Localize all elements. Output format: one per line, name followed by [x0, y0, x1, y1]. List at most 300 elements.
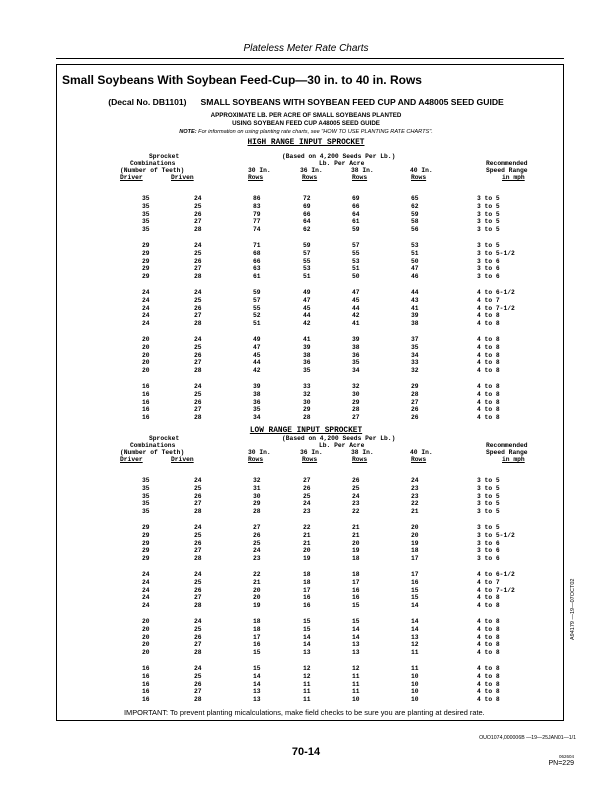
cell-rows-38: 11: [352, 680, 360, 688]
cell-rows-40: 18: [411, 547, 419, 555]
cell-rows-36: 17: [303, 586, 311, 594]
cell-rows-38: 24: [352, 492, 360, 500]
cell-driven: 28: [194, 226, 202, 234]
cell-rows-36: 59: [303, 242, 311, 249]
cell-driver: 16: [142, 390, 150, 398]
cell-rows-40: 35: [411, 343, 419, 351]
cell-rows-38: 38: [352, 343, 360, 351]
cell-rows-30: 47: [253, 343, 261, 351]
cell-driver: 35: [142, 218, 150, 226]
cell-rows-40: 62: [411, 202, 419, 210]
cell-driven: 24: [194, 524, 202, 531]
cell-rows-30: 15: [253, 649, 261, 657]
cell-driver: 16: [142, 696, 150, 704]
cell-driven: 27: [194, 312, 202, 320]
cell-speed-range: 4 to 8: [477, 688, 500, 696]
cell-rows-30: 39: [253, 383, 261, 390]
cell-driver: 35: [142, 226, 150, 234]
cell-rows-36: 21: [303, 531, 311, 539]
cell-rows-36: 15: [303, 618, 311, 625]
cell-rows-30: 79: [253, 210, 261, 218]
cell-rows-38: 61: [352, 218, 360, 226]
page-number: 70-14: [291, 746, 321, 758]
cell-rows-30: 22: [253, 571, 261, 578]
cell-driven: 28: [194, 555, 202, 563]
cell-speed-range: 4 to 8: [477, 390, 500, 398]
cell-rows-40: 14: [411, 618, 419, 625]
cell-rows-38: 25: [352, 484, 360, 492]
cell-rows-40: 10: [411, 688, 419, 696]
cell-speed-range: 3 to 6: [477, 555, 500, 563]
cell-driver: 16: [142, 672, 150, 680]
cell-speed-range: 4 to 8: [477, 680, 500, 688]
cell-driver: 24: [142, 586, 150, 594]
cell-rows-40: 11: [411, 649, 419, 657]
header-driver: Driver: [120, 456, 143, 463]
cell-rows-40: 14: [411, 625, 419, 633]
cell-rows-30: 51: [253, 320, 261, 328]
cell-rows-30: 34: [253, 414, 261, 422]
cell-speed-range: 4 to 8: [477, 618, 500, 625]
cell-rows-40: 65: [411, 195, 419, 202]
cell-rows-36: 13: [303, 649, 311, 657]
cell-rows-30: 20: [253, 586, 261, 594]
cell-speed-range: 4 to 8: [477, 312, 500, 320]
cell-rows-38: 53: [352, 257, 360, 265]
header-sprocket: Sprocket: [149, 435, 180, 442]
header-rows-36: Rows: [302, 456, 318, 463]
cell-speed-range: 4 to 8: [477, 343, 500, 351]
cell-rows-40: 53: [411, 242, 419, 249]
cell-rows-38: 34: [352, 367, 360, 375]
cell-speed-range: 4 to 6-1/2: [477, 571, 515, 578]
cell-rows-30: 15: [253, 665, 261, 672]
cell-driven: 28: [194, 649, 202, 657]
document-code: OUO1074,000006B —19—25JAN01—1/1: [479, 735, 576, 741]
cell-driven: 25: [194, 390, 202, 398]
cell-rows-30: 14: [253, 680, 261, 688]
cell-rows-38: 19: [352, 547, 360, 555]
cell-driven: 24: [194, 618, 202, 625]
cell-rows-38: 15: [352, 618, 360, 625]
cell-rows-38: 22: [352, 508, 360, 516]
cell-driven: 27: [194, 218, 202, 226]
header-in-mph: in mph: [502, 174, 525, 181]
decal-subtitle-2: USING SOYBEAN FEED CUP A48005 SEED GUIDE: [232, 120, 380, 127]
cell-driver: 29: [142, 524, 150, 531]
cell-rows-38: 13: [352, 649, 360, 657]
header-lb-per-acre: Lb. Per Acre: [319, 160, 365, 167]
cell-rows-38: 11: [352, 688, 360, 696]
cell-rows-30: 13: [253, 696, 261, 704]
cell-rows-38: 57: [352, 242, 360, 249]
cell-driver: 29: [142, 539, 150, 547]
cell-speed-range: 3 to 5: [477, 477, 500, 484]
cell-rows-36: 27: [303, 477, 311, 484]
cell-rows-36: 23: [303, 508, 311, 516]
cell-driven: 24: [194, 665, 202, 672]
cell-rows-38: 10: [352, 696, 360, 704]
header-driven: Driven: [171, 174, 194, 181]
cell-rows-38: 11: [352, 672, 360, 680]
header-teeth: (Number of Teeth): [120, 167, 185, 174]
cell-rows-30: 74: [253, 226, 261, 234]
cell-rows-30: 42: [253, 367, 261, 375]
cell-rows-36: 41: [303, 336, 311, 343]
cell-driven: 28: [194, 414, 202, 422]
cell-speed-range: 3 to 5: [477, 226, 500, 234]
cell-rows-40: 13: [411, 633, 419, 641]
cell-driver: 35: [142, 195, 150, 202]
cell-speed-range: 3 to 5-1/2: [477, 531, 515, 539]
cell-rows-36: 57: [303, 249, 311, 257]
cell-rows-40: 32: [411, 367, 419, 375]
cell-rows-38: 45: [352, 296, 360, 304]
header-rows-38: Rows: [352, 456, 368, 463]
cell-driver: 29: [142, 531, 150, 539]
cell-rows-38: 21: [352, 524, 360, 531]
cell-rows-40: 33: [411, 359, 419, 367]
cell-driven: 24: [194, 242, 202, 249]
cell-rows-38: 16: [352, 586, 360, 594]
cell-speed-range: 3 to 5-1/2: [477, 249, 515, 257]
cell-driven: 28: [194, 602, 202, 610]
cell-rows-30: 35: [253, 406, 261, 414]
cell-driver: 16: [142, 406, 150, 414]
cell-rows-36: 12: [303, 665, 311, 672]
cell-speed-range: 3 to 5: [477, 210, 500, 218]
cell-speed-range: 4 to 8: [477, 633, 500, 641]
cell-rows-38: 28: [352, 406, 360, 414]
header-rows-30: Rows: [248, 456, 264, 463]
cell-rows-40: 34: [411, 351, 419, 359]
cell-driver: 35: [142, 484, 150, 492]
cell-rows-40: 12: [411, 641, 419, 649]
header-40-in: 40 In.: [410, 167, 433, 174]
cell-rows-36: 36: [303, 359, 311, 367]
cell-rows-30: 31: [253, 484, 261, 492]
cell-rows-30: 44: [253, 359, 261, 367]
cell-rows-36: 25: [303, 492, 311, 500]
pn-number: PN=229: [548, 760, 574, 767]
cell-rows-38: 15: [352, 602, 360, 610]
cell-driver: 20: [142, 649, 150, 657]
cell-rows-40: 39: [411, 312, 419, 320]
cell-rows-30: 32: [253, 477, 261, 484]
cell-speed-range: 4 to 7-1/2: [477, 304, 515, 312]
cell-rows-30: 29: [253, 500, 261, 508]
cell-rows-30: 26: [253, 531, 261, 539]
header-rows-40: Rows: [411, 456, 427, 463]
cell-rows-30: 66: [253, 257, 261, 265]
cell-speed-range: 3 to 6: [477, 265, 500, 273]
cell-rows-30: 59: [253, 289, 261, 296]
cell-rows-40: 17: [411, 571, 419, 578]
cell-rows-30: 38: [253, 390, 261, 398]
cell-rows-38: 35: [352, 359, 360, 367]
header-teeth: (Number of Teeth): [120, 449, 185, 456]
cell-rows-30: 30: [253, 492, 261, 500]
cell-driven: 26: [194, 304, 202, 312]
cell-speed-range: 3 to 6: [477, 547, 500, 555]
cell-speed-range: 4 to 8: [477, 602, 500, 610]
header-30-in: 30 In.: [248, 167, 271, 174]
cell-rows-36: 38: [303, 351, 311, 359]
cell-driver: 16: [142, 688, 150, 696]
header-speed-range: Speed Range: [486, 167, 528, 174]
cell-speed-range: 4 to 7: [477, 296, 500, 304]
cell-driven: 24: [194, 289, 202, 296]
page-header-title: Plateless Meter Rate Charts: [243, 43, 369, 54]
header-30-in: 30 In.: [248, 449, 271, 456]
cell-driver: 24: [142, 578, 150, 586]
header-lb-basis: (Based on 4,200 Seeds Per Lb.): [282, 435, 396, 442]
cell-driven: 24: [194, 383, 202, 390]
important-note: IMPORTANT: To prevent planting micalculations, make field checks to be sure you are planting at desired rate.: [124, 708, 485, 717]
cell-rows-30: 27: [253, 524, 261, 531]
cell-rows-40: 10: [411, 696, 419, 704]
cell-rows-38: 66: [352, 202, 360, 210]
cell-rows-38: 14: [352, 625, 360, 633]
cell-rows-30: 57: [253, 296, 261, 304]
cell-driver: 35: [142, 508, 150, 516]
cell-driver: 16: [142, 398, 150, 406]
cell-rows-30: 71: [253, 242, 261, 249]
cell-rows-30: 61: [253, 273, 261, 281]
cell-rows-30: 25: [253, 539, 261, 547]
cell-rows-40: 41: [411, 304, 419, 312]
cell-rows-30: 49: [253, 336, 261, 343]
header-rows-38: Rows: [352, 174, 368, 181]
cell-speed-range: 4 to 8: [477, 359, 500, 367]
cell-rows-40: 38: [411, 320, 419, 328]
cell-speed-range: 3 to 5: [477, 524, 500, 531]
cell-rows-38: 21: [352, 531, 360, 539]
cell-driver: 16: [142, 680, 150, 688]
cell-driver: 24: [142, 289, 150, 296]
cell-driver: 24: [142, 304, 150, 312]
cell-driver: 24: [142, 320, 150, 328]
cell-rows-30: 18: [253, 618, 261, 625]
cell-rows-38: 18: [352, 555, 360, 563]
cell-driven: 24: [194, 336, 202, 343]
cell-rows-40: 16: [411, 578, 419, 586]
header-rule: [56, 58, 564, 59]
cell-driven: 28: [194, 320, 202, 328]
cell-speed-range: 4 to 8: [477, 672, 500, 680]
cell-speed-range: 4 to 7: [477, 578, 500, 586]
cell-rows-30: 83: [253, 202, 261, 210]
cell-speed-range: 3 to 6: [477, 539, 500, 547]
decal-number: (Decal No. DB1101): [108, 97, 187, 107]
cell-speed-range: 3 to 5: [477, 500, 500, 508]
header-speed-range: Speed Range: [486, 449, 528, 456]
cell-driver: 29: [142, 555, 150, 563]
cell-speed-range: 3 to 5: [477, 195, 500, 202]
cell-rows-38: 36: [352, 351, 360, 359]
cell-rows-36: 12: [303, 672, 311, 680]
cell-rows-30: 18: [253, 625, 261, 633]
cell-driver: 24: [142, 312, 150, 320]
header-lb-basis: (Based on 4,200 Seeds Per Lb.): [282, 153, 396, 160]
cell-rows-40: 15: [411, 586, 419, 594]
header-lb-per-acre: Lb. Per Acre: [319, 442, 365, 449]
cell-driver: 20: [142, 367, 150, 375]
cell-rows-36: 15: [303, 625, 311, 633]
low-range-title: LOW RANGE INPUT SPROCKET: [249, 427, 363, 435]
cell-driven: 26: [194, 257, 202, 265]
cell-driven: 27: [194, 641, 202, 649]
cell-driven: 25: [194, 578, 202, 586]
cell-rows-38: 16: [352, 594, 360, 602]
cell-rows-36: 53: [303, 265, 311, 273]
cell-driver: 20: [142, 336, 150, 343]
cell-rows-38: 47: [352, 289, 360, 296]
cell-speed-range: 4 to 8: [477, 625, 500, 633]
cell-driver: 29: [142, 265, 150, 273]
cell-driver: 20: [142, 343, 150, 351]
cell-rows-30: 63: [253, 265, 261, 273]
cell-rows-40: 15: [411, 594, 419, 602]
cell-rows-40: 46: [411, 273, 419, 281]
cell-rows-30: 21: [253, 578, 261, 586]
cell-driven: 26: [194, 586, 202, 594]
cell-rows-36: 47: [303, 296, 311, 304]
section-title: Small Soybeans With Soybean Feed-Cup—30 in. to 40 in. Rows: [62, 73, 422, 87]
cell-driven: 27: [194, 359, 202, 367]
cell-speed-range: 4 to 8: [477, 320, 500, 328]
cell-driver: 20: [142, 359, 150, 367]
cell-rows-36: 49: [303, 289, 311, 296]
cell-driven: 28: [194, 696, 202, 704]
cell-rows-40: 26: [411, 414, 419, 422]
cell-rows-36: 22: [303, 524, 311, 531]
cell-rows-36: 32: [303, 390, 311, 398]
cell-driven: 25: [194, 625, 202, 633]
cell-driven: 27: [194, 500, 202, 508]
cell-speed-range: 4 to 8: [477, 367, 500, 375]
cell-rows-36: 24: [303, 500, 311, 508]
cell-rows-38: 50: [352, 273, 360, 281]
cell-driven: 25: [194, 343, 202, 351]
cell-driven: 25: [194, 296, 202, 304]
cell-rows-36: 45: [303, 304, 311, 312]
note-text: For information on using planting rate charts, see "HOW TO USE PLANTING RATE CHARTS".: [196, 129, 433, 135]
cell-speed-range: 3 to 5: [477, 242, 500, 249]
header-rows-40: Rows: [411, 174, 427, 181]
cell-rows-38: 64: [352, 210, 360, 218]
cell-rows-40: 51: [411, 249, 419, 257]
cell-driven: 25: [194, 249, 202, 257]
cell-rows-36: 51: [303, 273, 311, 281]
cell-speed-range: 4 to 8: [477, 649, 500, 657]
cell-rows-38: 12: [352, 665, 360, 672]
cell-driven: 25: [194, 531, 202, 539]
cell-driver: 20: [142, 625, 150, 633]
cell-rows-40: 58: [411, 218, 419, 226]
cell-driver: 24: [142, 296, 150, 304]
cell-rows-30: 86: [253, 195, 261, 202]
cell-rows-38: 29: [352, 398, 360, 406]
cell-driven: 24: [194, 571, 202, 578]
cell-rows-40: 24: [411, 477, 419, 484]
cell-driven: 28: [194, 273, 202, 281]
cell-rows-38: 20: [352, 539, 360, 547]
cell-driven: 27: [194, 594, 202, 602]
cell-rows-36: 16: [303, 602, 311, 610]
cell-rows-30: 13: [253, 688, 261, 696]
cell-rows-30: 28: [253, 508, 261, 516]
header-sprocket: Sprocket: [149, 153, 180, 160]
cell-rows-36: 21: [303, 539, 311, 547]
cell-driver: 29: [142, 242, 150, 249]
header-38-in: 38 In.: [351, 167, 374, 174]
cell-rows-38: 39: [352, 336, 360, 343]
header-40-in: 40 In.: [410, 449, 433, 456]
cell-driven: 28: [194, 367, 202, 375]
cell-driver: 35: [142, 500, 150, 508]
cell-driven: 25: [194, 202, 202, 210]
cell-rows-30: 16: [253, 641, 261, 649]
header-driven: Driven: [171, 456, 194, 463]
cell-driven: 26: [194, 539, 202, 547]
cell-speed-range: 3 to 6: [477, 273, 500, 281]
cell-driver: 29: [142, 273, 150, 281]
cell-driver: 35: [142, 210, 150, 218]
cell-rows-38: 51: [352, 265, 360, 273]
cell-speed-range: 4 to 8: [477, 383, 500, 390]
cell-rows-38: 13: [352, 641, 360, 649]
side-image-code: A94179 —19—07OCT02: [570, 578, 576, 640]
decal-title-line: [0, 97, 612, 107]
decal-title: SMALL SOYBEANS WITH SOYBEAN FEED CUP AND A48005 SEED GUIDE: [200, 97, 504, 107]
cell-rows-30: 14: [253, 672, 261, 680]
cell-driven: 24: [194, 195, 202, 202]
cell-rows-36: 14: [303, 633, 311, 641]
note-label: NOTE:: [179, 129, 197, 135]
cell-driven: 28: [194, 508, 202, 516]
cell-rows-40: 10: [411, 680, 419, 688]
cell-driven: 26: [194, 351, 202, 359]
cell-speed-range: 4 to 8: [477, 594, 500, 602]
cell-rows-36: 39: [303, 343, 311, 351]
cell-driven: 27: [194, 265, 202, 273]
cell-driver: 24: [142, 571, 150, 578]
cell-rows-40: 29: [411, 383, 419, 390]
cell-speed-range: 4 to 8: [477, 406, 500, 414]
cell-speed-range: 3 to 5: [477, 492, 500, 500]
cell-driver: 16: [142, 414, 150, 422]
cell-driver: 20: [142, 618, 150, 625]
cell-speed-range: 3 to 6: [477, 257, 500, 265]
cell-driver: 16: [142, 665, 150, 672]
cell-rows-38: 32: [352, 383, 360, 390]
decal-note: [0, 129, 612, 135]
cell-rows-36: 19: [303, 555, 311, 563]
cell-driven: 26: [194, 398, 202, 406]
header-36-in: 36 In.: [300, 167, 323, 174]
cell-rows-36: 18: [303, 571, 311, 578]
cell-rows-30: 36: [253, 398, 261, 406]
cell-rows-30: 20: [253, 594, 261, 602]
decal-subtitle-1: APPROXIMATE LB. PER ACRE OF SMALL SOYBEANS PLANTED: [210, 112, 402, 119]
cell-rows-38: 30: [352, 390, 360, 398]
cell-rows-40: 20: [411, 524, 419, 531]
cell-rows-40: 20: [411, 531, 419, 539]
cell-rows-36: 14: [303, 641, 311, 649]
cell-rows-38: 14: [352, 633, 360, 641]
cell-speed-range: 4 to 8: [477, 336, 500, 343]
